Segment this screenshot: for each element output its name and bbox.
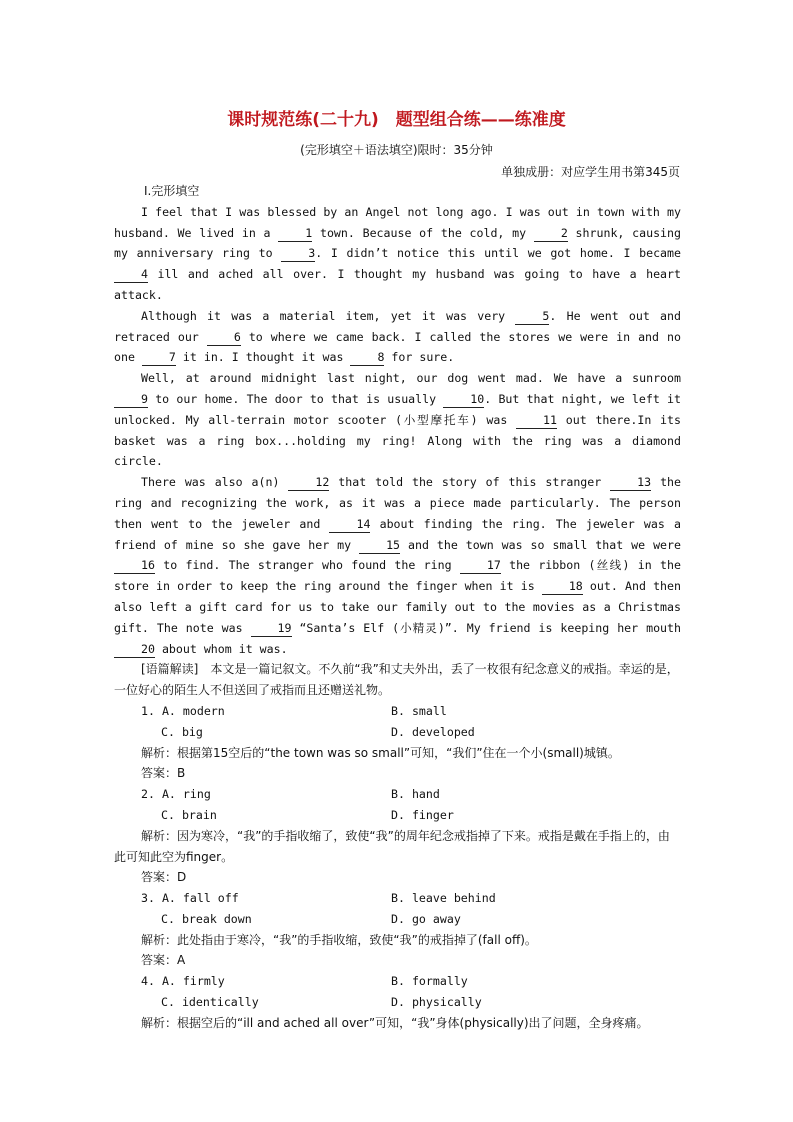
passage-text: the ring and recognizing the work, as it was a piece made particularly. The person then went to the jeweler and	[114, 475, 682, 531]
blank-1: 1	[278, 226, 312, 242]
q4-option-b: B. formally	[391, 974, 468, 989]
reading-note: [语篇解读] 本文是一篇记叙文。不久前“我”和丈夫外出，丢了一枚很有纪念意义的戒指。幸运的是，一位好心的陌生人不但送回了戒指而且还赠送礼物。	[114, 662, 679, 698]
passage-text: There was also a(n)	[141, 475, 289, 490]
blank-3: 3	[281, 246, 315, 262]
passage-text: about whom it was.	[154, 641, 288, 656]
q4-option-a: 4. A. firmly	[141, 974, 225, 989]
passage-text: and the town was so small that we were	[400, 537, 681, 552]
passage-paragraph-3	[114, 368, 681, 472]
blank-7: 7	[142, 350, 176, 366]
blank-6: 6	[207, 330, 241, 346]
q3-option-a: 3. A. fall off	[141, 891, 239, 906]
passage-text: to where we came back. I called the stores we were in and no one	[114, 329, 681, 365]
q4-analysis: 解析：根据空后的“ill and ached all over”可知，“我”身体(physically)出了问题，全身疼痛。	[141, 1015, 649, 1030]
blank-9: 9	[114, 392, 148, 408]
passage-text: ill and ached all over. I thought my husband was going to have a heart attack.	[114, 267, 681, 302]
blank-14: 14	[329, 517, 370, 533]
question-1-row-2	[114, 722, 681, 743]
passage-text: . But that night, we left it unlocked. My all-terrain motor scooter (小型摩托车) was	[114, 391, 681, 427]
passage-text: out. And then also left a gift card for us to take our family out to the movies as a Christmas gift. The note was	[114, 579, 681, 635]
blank-8: 8	[350, 350, 384, 366]
blank-11: 11	[516, 413, 557, 429]
booklet-note: 单独成册：对应学生用书第345页	[501, 165, 680, 179]
question-4-row-1	[114, 971, 681, 992]
blank-4: 4	[114, 267, 148, 283]
question-2-row-1	[114, 784, 681, 805]
q1-option-c: C. big	[161, 724, 203, 739]
q3-option-d: D. go away	[391, 911, 461, 926]
passage-text: Well, at around midnight last night, our dog went mad. We have a sunroom	[141, 371, 681, 386]
q1-answer: 答案：B	[141, 766, 186, 781]
blank-16: 16	[114, 558, 155, 574]
q2-option-b: B. hand	[391, 787, 440, 802]
question-2-row-2	[114, 805, 681, 826]
content-body	[114, 181, 681, 1034]
passage-text: to our home. The door to that is usually	[148, 391, 444, 406]
passage-text: that told the story of this stranger	[329, 475, 611, 490]
blank-13: 13	[610, 475, 651, 491]
q1-analysis: 解析：根据第15空后的“the town was so small”可知，“我们”住在一个小(small)城镇。	[141, 745, 620, 760]
q1-option-a: 1. A. modern	[141, 703, 225, 718]
q1-option-b: B. small	[391, 703, 447, 718]
question-3-row-2	[114, 909, 681, 930]
passage-text: . I didn’t notice this until we got home. I became	[315, 246, 681, 261]
passage-text: Although it was a material item, yet it was very	[141, 308, 516, 323]
passage-text: I feel that I was blessed by an Angel not long ago. I was out in town with my husband. We lived in a	[114, 204, 681, 240]
blank-17: 17	[460, 558, 501, 574]
passage-paragraph-1	[114, 202, 681, 306]
passage-text: shrunk, causing my anniversary ring to	[114, 225, 681, 261]
section-heading: Ⅰ.完形填空	[144, 184, 200, 198]
passage-text: it in. I thought it was	[175, 350, 351, 365]
q4-option-d: D. physically	[391, 995, 482, 1010]
blank-10: 10	[443, 392, 484, 408]
page-subtitle: (完形填空＋语法填空)限时：35分钟	[300, 143, 493, 157]
q2-option-d: D. finger	[391, 807, 454, 822]
q3-option-b: B. leave behind	[391, 891, 496, 906]
question-4-row-2	[114, 992, 681, 1013]
q1-option-d: D. developed	[391, 724, 475, 739]
q2-analysis: 解析：因为寒冷，“我”的手指收缩了，致使“我”的周年纪念戒指掉了下来。戒指是戴在手指上的，由此可知此空为finger。	[114, 828, 670, 864]
passage-paragraph-4	[114, 472, 681, 659]
q2-answer: 答案：D	[141, 870, 187, 885]
passage-text: town. Because of the cold, my	[312, 225, 534, 240]
q3-option-c: C. break down	[161, 911, 252, 926]
passage-text: out there.In its basket was a ring box...holding my ring! Along with the ring was a diamond circle.	[114, 412, 681, 469]
q4-option-c: C. identically	[161, 995, 259, 1010]
page-title: 课时规范练(二十九) 题型组合练——练准度	[227, 110, 566, 130]
passage-text: the ribbon (丝线) in the store in order to keep the ring around the finger when it is	[114, 558, 681, 594]
blank-12: 12	[288, 475, 329, 491]
blank-20: 20	[114, 642, 155, 658]
passage-text: to find. The stranger who found the ring	[154, 558, 460, 573]
q2-option-a: 2. A. ring	[141, 787, 211, 802]
blank-18: 18	[542, 579, 583, 595]
question-3-row-1	[114, 888, 681, 909]
q2-option-c: C. brain	[161, 807, 217, 822]
q3-analysis: 解析：此处指由于寒冷，“我”的手指收缩，致使“我”的戒指掉了(fall off)。	[141, 932, 537, 947]
passage-paragraph-2	[114, 306, 681, 368]
q3-answer: 答案：A	[141, 953, 186, 968]
passage-text: about finding the ring. The jeweler was a friend of mine so she gave her my	[114, 516, 681, 552]
blank-5: 5	[515, 309, 549, 325]
passage-text: for sure.	[384, 350, 455, 365]
passage-text: “Santa’s Elf (小精灵)”. My friend is keeping her mouth	[291, 620, 681, 635]
blank-15: 15	[359, 538, 400, 554]
question-1-row-1	[114, 701, 681, 722]
blank-2: 2	[534, 226, 568, 242]
passage-text: . He went out and retraced our	[114, 308, 681, 344]
blank-19: 19	[251, 621, 292, 637]
